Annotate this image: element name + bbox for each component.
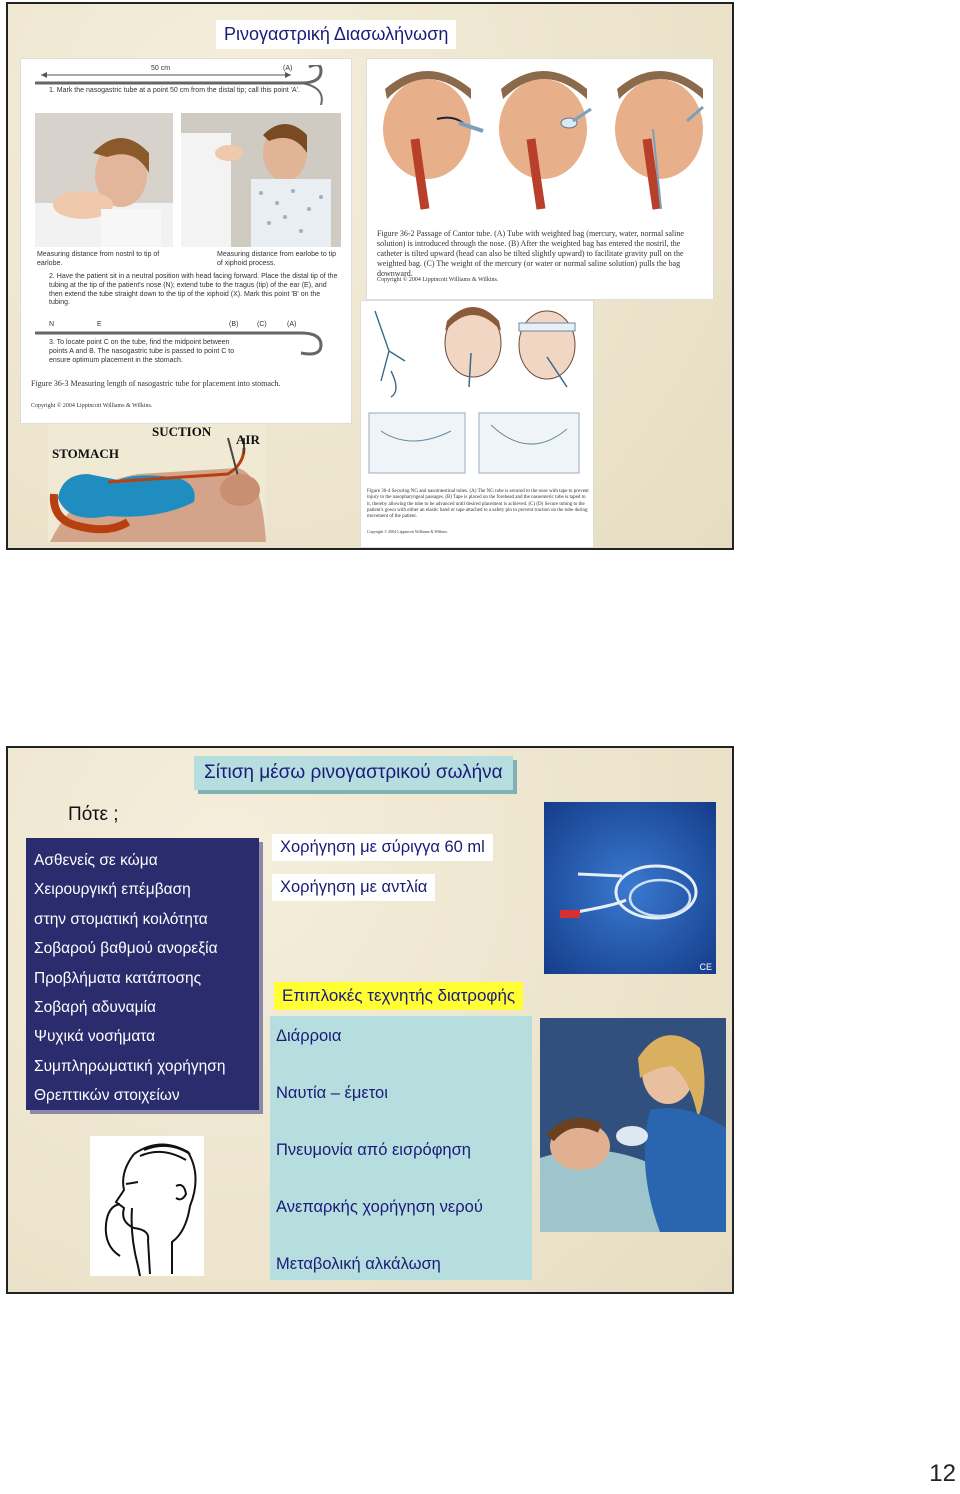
indication-item: Σοβαρού βαθμού ανορεξία xyxy=(34,940,218,958)
admin-pump: Χορήγηση με αντλία xyxy=(272,874,435,901)
admin-syringe: Χορήγηση με σύριγγα 60 ml xyxy=(272,834,493,861)
complication-item: Πνευμονία από εισρόφηση xyxy=(276,1141,471,1159)
figure-36-3-caption: Figure 36-3 Measuring length of nasogastric tube for placement into stomach. xyxy=(31,379,281,388)
step-3-text: 3. To locate point C on the tube, find the midpoint between points A and B. The nasogastric tube is passed to point C to ensure optimum placement in the stomach. xyxy=(49,339,235,364)
ruler-label-c: (C) xyxy=(257,321,267,328)
cantor-tube-illustrations xyxy=(367,59,713,219)
page-number: 12 xyxy=(929,1460,956,1487)
slide-title: Ρινογαστρική Διασωλήνωση xyxy=(216,20,456,49)
securing-tube-illustrations xyxy=(361,301,593,481)
stomach-suction-illustration xyxy=(48,424,266,542)
indication-item: Χειρουργική επέμβαση xyxy=(34,881,191,899)
complications-list xyxy=(270,1016,532,1280)
indications-list xyxy=(26,838,259,1110)
indication-item: Ασθενείς σε κώμα xyxy=(34,852,158,869)
image-feeding-tube-product xyxy=(544,802,716,974)
indication-item: Προβλήματα κατάποσης xyxy=(34,969,202,987)
figure-cantor-tube xyxy=(366,58,714,300)
feeding-tube-illustration xyxy=(544,802,716,974)
nurse-photo-illustration xyxy=(540,1018,726,1232)
figure-36-2-caption: Figure 36-2 Passage of Cantor tube. (A) Tube with weighted bag (mercury, water, normal saline solution) is introduced through the nose. (B) After the weighted bag has entered the nostril, the catheter is tilted upward (head can also be tilted slightly upward) to facilitate gravity pull on the weighted bag. (C) The weight of the mercury (or water or normal saline solution) pulls the bag downward. xyxy=(377,229,684,278)
suction-label: SUCTION xyxy=(152,424,212,439)
complication-item: Ναυτία – έμετοι xyxy=(276,1084,388,1102)
slide-nasogastric-intubation xyxy=(6,2,734,550)
figure-securing-tubes xyxy=(360,300,594,548)
indication-item: Θρεπτικών στοιχείων xyxy=(34,1087,180,1105)
indication-item: Σοβαρή αδυναμία xyxy=(34,999,156,1017)
head-tube-line-drawing xyxy=(90,1136,204,1276)
complication-item: Ανεπαρκής χορήγηση νερού xyxy=(276,1198,483,1216)
ruler-label-e: E xyxy=(97,321,102,328)
photo-nurse-inserting-tube xyxy=(540,1018,726,1232)
complication-item: Διάρροια xyxy=(276,1027,342,1045)
step-2-text: 2. Have the patient sit in a neutral position with head facing forward. Place the distal tip of the tubing at the tip of the patient's nose (N); extend tube to the tragus (tip) of the ear (E), and then extend the tube straight down to the tip of the xiphoid (X). Mark this point 'B' on the tubing. xyxy=(49,273,338,307)
photo-1-caption: Measuring distance from nostril to tip of earlobe. xyxy=(37,251,160,267)
indication-item: Συμπληρωματική χορήγηση xyxy=(34,1057,226,1075)
figure-measuring-tube xyxy=(20,58,352,424)
ce-mark: CE xyxy=(699,962,712,972)
photo-earlobe-to-xiphoid xyxy=(181,113,341,247)
figure-stomach-suction xyxy=(48,424,266,542)
indication-item: Ψυχικά νοσήματα xyxy=(34,1028,156,1046)
photo-2-caption: Measuring distance from earlobe to tip of xiphoid process. xyxy=(217,251,337,267)
complications-title: Επιπλοκές τεχνητής διατροφής xyxy=(274,982,523,1010)
drawing-head-with-tube xyxy=(90,1136,204,1276)
figure-36-4-copyright: Copyright © 2004 Lippincott Williams & Wilkins. xyxy=(367,529,448,534)
complication-item: Μεταβολική αλκάλωση xyxy=(276,1255,441,1273)
figure-36-3-copyright: Copyright © 2004 Lippincott Williams & Wilkins. xyxy=(31,403,153,409)
when-heading: Πότε ; xyxy=(68,804,119,825)
label-point-a: (A) xyxy=(283,65,293,72)
ruler-label-a: (A) xyxy=(287,321,297,328)
tube-diagram-1 xyxy=(21,65,351,105)
stomach-label: STOMACH xyxy=(52,446,119,461)
step-1-text: 1. Mark the nasogastric tube at a point 50 cm from the distal tip; call this point 'A'. xyxy=(49,87,300,94)
ruler-label-n: N xyxy=(49,321,55,328)
slide-nasogastric-feeding xyxy=(6,746,734,1294)
air-label: AIR xyxy=(236,432,260,447)
figure-36-4-caption: Figure 36-4 Securing NG and nasointestinal tubes. (A) The NG tube is secured to the nose with tape to prevent injury to the nasopharyngeal passages. (B) Tape is placed on the forehead and the nasoenteric tube is taped to it, thereby allowing the tube to be advanced until desired placement is achieved. (C) (D) Secure tubing to the patient's gown with either an elastic band or tape attached to a safety pin to prevent traction on the tube during movement of the patient. xyxy=(367,489,589,519)
indication-item: στην στοματική κοιλότητα xyxy=(34,910,208,928)
slide-title: Σίτιση μέσω ρινογαστρικού σωλήνα xyxy=(194,756,513,790)
figure-36-2-copyright: Copyright © 2004 Lippincott Williams & Wilkins. xyxy=(377,277,499,283)
label-50cm: 50 cm xyxy=(151,65,171,72)
photo-nostril-to-earlobe xyxy=(35,113,173,247)
ruler-label-b: (B) xyxy=(229,321,239,328)
